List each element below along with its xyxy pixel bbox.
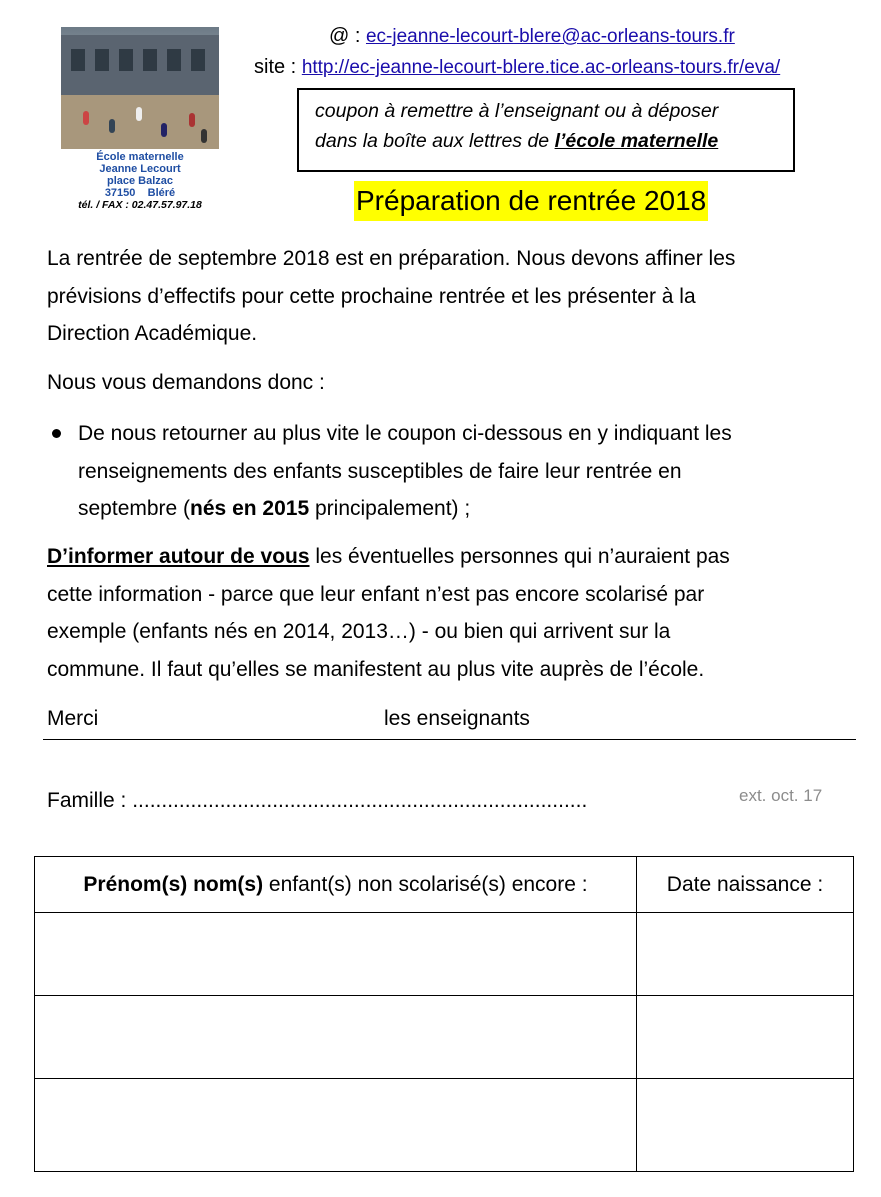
date-cell[interactable] (637, 1079, 854, 1172)
name-cell[interactable] (35, 996, 637, 1079)
email-line (329, 24, 735, 49)
school-person: Jeanne Lecourt (99, 163, 181, 175)
date-cell[interactable] (637, 913, 854, 996)
children-table (34, 856, 854, 1172)
photo-window (143, 49, 157, 71)
header-name-rest: enfant(s) non scolarisé(s) encore : (263, 872, 588, 896)
name-cell[interactable] (35, 1079, 637, 1172)
site-prefix: site : (254, 56, 297, 78)
photo-window (95, 49, 109, 71)
header-name (35, 857, 637, 913)
coupon-line2-bold: l’école maternelle (554, 130, 719, 152)
inform-line: cette information - parce que leur enfant n’est pas encore scolarisé par (47, 582, 705, 606)
school-street: place Balzac (106, 175, 174, 187)
photo-window (167, 49, 181, 71)
bullet-paragraph (78, 415, 848, 528)
school-tel: tél. / FAX : 02.47.57.97.18 (78, 199, 202, 211)
school-name: École maternelle (96, 151, 184, 163)
bullet-line: renseignements des enfants susceptibles de faire leur rentrée en (78, 459, 682, 483)
table-row (35, 996, 854, 1079)
photo-window (71, 49, 85, 71)
intro-line: La rentrée de septembre 2018 est en préparation. Nous devons affiner les (47, 247, 736, 270)
bullet-line3-prefix: septembre ( (78, 497, 191, 520)
header-date: Date naissance : (637, 857, 854, 913)
email-prefix: @ : (329, 25, 361, 47)
table-header (35, 857, 854, 913)
table-row (35, 1079, 854, 1172)
inform-line: commune. Il faut qu’elles se manifestent au plus vite auprès de l’école. (47, 657, 705, 681)
signature-text: les enseignants (384, 707, 530, 730)
coupon-line1: coupon à remettre à l’enseignant ou à déposer (315, 100, 719, 122)
ext-note: ext. oct. 17 (739, 786, 823, 805)
date-cell[interactable] (637, 996, 854, 1079)
famille-dots[interactable]: .............................................................................. (132, 789, 588, 812)
page-title: Préparation de rentrée 2018 (354, 181, 708, 221)
inform-bold: D’informer autour de vous (47, 545, 310, 568)
ask-line: Nous vous demandons donc : (47, 371, 325, 394)
school-city: Bléré (147, 187, 176, 199)
inform-line (47, 538, 847, 576)
photo-window (119, 49, 133, 71)
coupon-line2-prefix: dans la boîte aux lettres de (315, 130, 555, 152)
site-link[interactable]: http://ec-jeanne-lecourt-blere.tice.ac-orleans-tours.fr/eva/ (301, 57, 781, 78)
bullet-icon (52, 429, 61, 438)
name-cell[interactable] (35, 913, 637, 996)
inform-line1-rest: les éventuelles personnes qui n’auraient pas (309, 545, 730, 568)
header-name-bold: Prénom(s) nom(s) (83, 872, 264, 896)
intro-line: prévisions d’effectifs pour cette prochaine rentrée et les présenter à la (47, 284, 696, 308)
merci-text: Merci (47, 707, 99, 730)
intro-line: Direction Académique. (47, 322, 258, 345)
bullet-line (78, 490, 848, 528)
famille-label: Famille : (47, 789, 133, 812)
email-link[interactable]: ec-jeanne-lecourt-blere@ac-orleans-tours.fr (365, 26, 735, 47)
cut-line (43, 739, 856, 740)
famille-field[interactable] (47, 782, 587, 819)
photo-window (191, 49, 205, 71)
school-address (50, 151, 230, 211)
bullet-bold: nés en 2015 (190, 497, 310, 520)
school-photo (61, 27, 219, 149)
intro-paragraph (47, 240, 847, 353)
inform-line: exemple (enfants nés en 2014, 2013…) - ou bien qui arrivent sur la (47, 620, 671, 643)
inform-paragraph (47, 538, 847, 688)
bullet-line3-suffix: principalement) ; (309, 497, 471, 520)
site-line (254, 55, 780, 80)
bullet-line: De nous retourner au plus vite le coupon ci-dessous en y indiquant les (78, 422, 732, 445)
table-row (35, 913, 854, 996)
coupon-line2 (315, 126, 793, 156)
coupon-box (297, 88, 795, 172)
school-postcode: 37150 (104, 187, 136, 199)
